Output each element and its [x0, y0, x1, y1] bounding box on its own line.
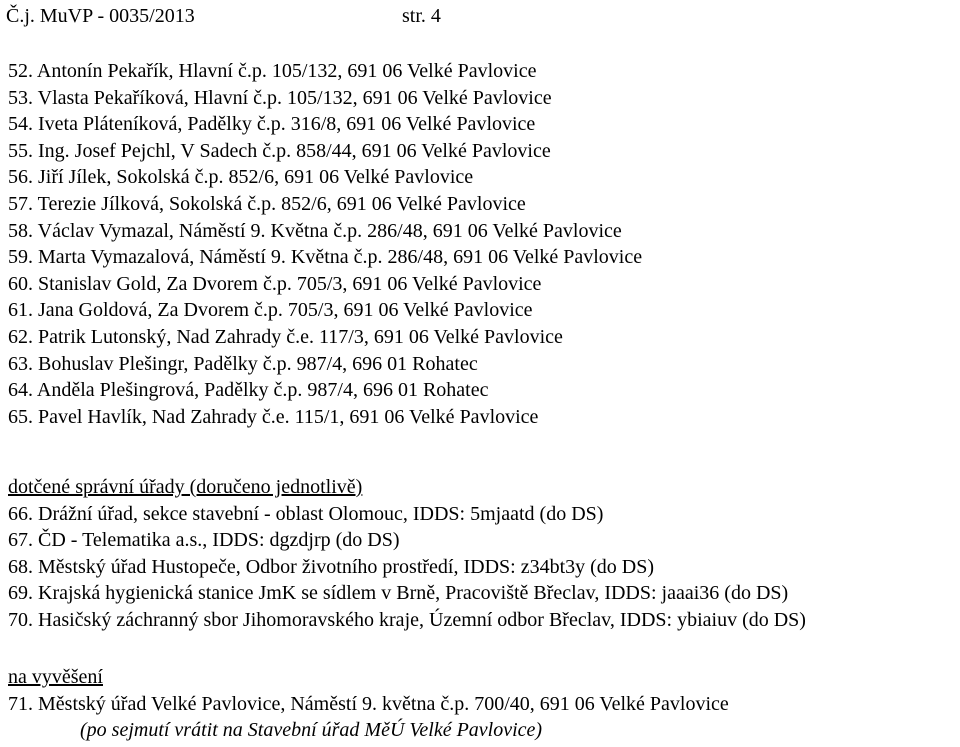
list-item: 52. Antonín Pekařík, Hlavní č.p. 105/132, 691 06 Velké Pavlovice: [8, 60, 537, 82]
posting-note: (po sejmutí vrátit na Stavební úřad MěÚ Velké Pavlovice): [80, 719, 543, 742]
list-item: 70. Hasičský záchranný sbor Jihomoravského kraje, Územní odbor Břeclav, IDDS: ybiaiuv (do DS): [8, 608, 806, 631]
list-item: 53. Vlasta Pekaříková, Hlavní č.p. 105/132, 691 06 Velké Pavlovice: [8, 86, 552, 109]
list-item: 71. Městský úřad Velké Pavlovice, Náměstí 9. května č.p. 700/40, 691 06 Velké Pavlovice: [8, 692, 729, 715]
list-item: 58. Václav Vymazal, Náměstí 9. Května č.p. 286/48, 691 06 Velké Pavlovice: [8, 219, 622, 242]
page-header: [6, 4, 441, 28]
list-item: 55. Ing. Josef Pejchl, V Sadech č.p. 858/44, 691 06 Velké Pavlovice: [8, 139, 551, 162]
list-item: 67. ČD - Telematika a.s., IDDS: dgzdjrp (do DS): [8, 529, 400, 552]
posting-heading: na vyvěšení: [8, 666, 103, 688]
list-item: 62. Patrik Lutonský, Nad Zahrady č.e. 117/3, 691 06 Velké Pavlovice: [8, 325, 563, 348]
list-item: 54. Iveta Pláteníková, Padělky č.p. 316/8, 691 06 Velké Pavlovice: [8, 113, 536, 136]
list-item: 61. Jana Goldová, Za Dvorem č.p. 705/3, 691 06 Velké Pavlovice: [8, 299, 533, 322]
list-item: 69. Krajská hygienická stanice JmK se sídlem v Brně, Pracoviště Břeclav, IDDS: jaaai36 (do DS): [8, 582, 789, 605]
page-number: str. 4: [402, 5, 441, 27]
list-item: 68. Městský úřad Hustopeče, Odbor životního prostředí, IDDS: z34bt3y (do DS): [8, 555, 655, 578]
list-item: 56. Jiří Jílek, Sokolská č.p. 852/6, 691 06 Velké Pavlovice: [8, 166, 474, 189]
list-item: 59. Marta Vymazalová, Náměstí 9. Května č.p. 286/48, 691 06 Velké Pavlovice: [8, 246, 643, 269]
list-item: 64. Anděla Plešingrová, Padělky č.p. 987/4, 696 01 Rohatec: [8, 379, 489, 402]
participants-list: [8, 58, 642, 430]
list-item: 63. Bohuslav Plešingr, Padělky č.p. 987/4, 696 01 Rohatec: [8, 352, 478, 375]
reference-number: Č.j. MuVP - 0035/2013: [6, 5, 195, 27]
list-item: 66. Drážní úřad, sekce stavební - oblast Olomouc, IDDS: 5mjaatd (do DS): [8, 502, 604, 525]
list-item: 65. Pavel Havlík, Nad Zahrady č.e. 115/1, 691 06 Velké Pavlovice: [8, 405, 539, 428]
list-item: 60. Stanislav Gold, Za Dvorem č.p. 705/3, 691 06 Velké Pavlovice: [8, 272, 542, 295]
posting-section: [8, 664, 729, 744]
list-item: 57. Terezie Jílková, Sokolská č.p. 852/6, 691 06 Velké Pavlovice: [8, 192, 526, 215]
authorities-heading: dotčené správní úřady (doručeno jednotlivě): [8, 476, 363, 498]
authorities-section: [8, 474, 806, 634]
